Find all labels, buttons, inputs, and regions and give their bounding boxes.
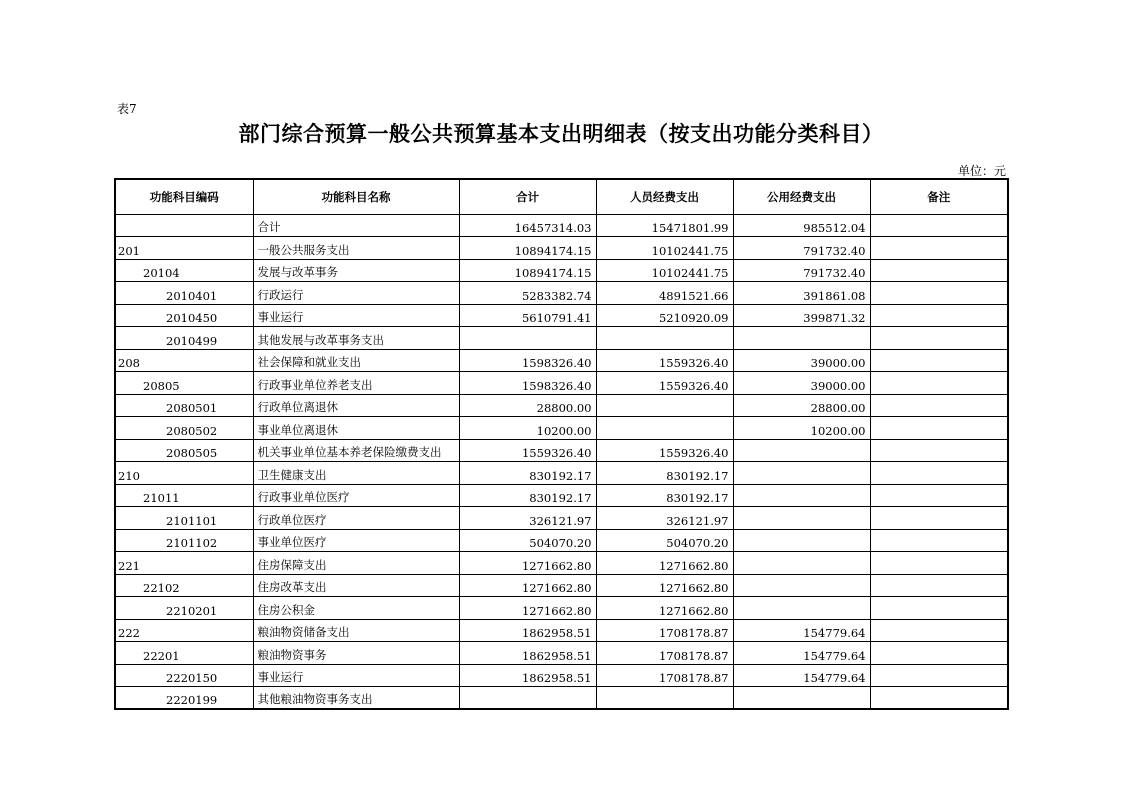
cell-name: 行政运行 <box>253 282 459 305</box>
cell-personnel <box>596 394 733 417</box>
cell-remark <box>870 327 1008 350</box>
table-row <box>115 417 1008 440</box>
table-row <box>115 259 1008 282</box>
cell-public: 28800.00 <box>733 394 870 417</box>
cell-public <box>733 597 870 620</box>
table-row <box>115 484 1008 507</box>
cell-public <box>733 327 870 350</box>
cell-remark <box>870 237 1008 260</box>
cell-public: 154779.64 <box>733 619 870 642</box>
cell-name: 其他粮油物资事务支出 <box>253 687 459 710</box>
cell-name: 住房保障支出 <box>253 552 459 575</box>
cell-personnel <box>596 687 733 710</box>
cell-remark <box>870 619 1008 642</box>
cell-remark <box>870 552 1008 575</box>
table-row <box>115 237 1008 260</box>
cell-personnel: 1559326.40 <box>596 349 733 372</box>
cell-code: 201 <box>115 237 253 260</box>
cell-code: 221 <box>115 552 253 575</box>
cell-name: 粮油物资储备支出 <box>253 619 459 642</box>
cell-total: 28800.00 <box>459 394 596 417</box>
cell-total: 10894174.15 <box>459 259 596 282</box>
cell-total: 10200.00 <box>459 417 596 440</box>
table-number: 表7 <box>117 102 137 116</box>
cell-name: 社会保障和就业支出 <box>253 349 459 372</box>
cell-code: 2101101 <box>115 507 253 530</box>
cell-total: 830192.17 <box>459 484 596 507</box>
cell-code: 21011 <box>115 484 253 507</box>
cell-personnel: 1271662.80 <box>596 574 733 597</box>
cell-name: 事业运行 <box>253 664 459 687</box>
cell-personnel: 326121.97 <box>596 507 733 530</box>
cell-public: 39000.00 <box>733 372 870 395</box>
table-row <box>115 349 1008 372</box>
cell-name: 事业单位离退休 <box>253 417 459 440</box>
cell-total: 5610791.41 <box>459 304 596 327</box>
header-name: 功能科目名称 <box>253 179 459 214</box>
cell-code: 2220199 <box>115 687 253 710</box>
table-header-row <box>115 179 1008 214</box>
cell-personnel: 1559326.40 <box>596 439 733 462</box>
cell-remark <box>870 507 1008 530</box>
cell-name: 住房公积金 <box>253 597 459 620</box>
cell-total: 830192.17 <box>459 462 596 485</box>
cell-total: 504070.20 <box>459 529 596 552</box>
cell-code: 222 <box>115 619 253 642</box>
table-row <box>115 687 1008 710</box>
cell-code: 2080505 <box>115 439 253 462</box>
table-row <box>115 214 1008 237</box>
cell-public: 391861.08 <box>733 282 870 305</box>
cell-public: 791732.40 <box>733 259 870 282</box>
cell-name: 行政事业单位医疗 <box>253 484 459 507</box>
table-row <box>115 462 1008 485</box>
cell-code: 20805 <box>115 372 253 395</box>
cell-code: 2010450 <box>115 304 253 327</box>
table-row <box>115 327 1008 350</box>
table-row <box>115 529 1008 552</box>
cell-total: 1862958.51 <box>459 664 596 687</box>
cell-name: 机关事业单位基本养老保险缴费支出 <box>253 439 459 462</box>
cell-code: 20104 <box>115 259 253 282</box>
cell-total: 1598326.40 <box>459 349 596 372</box>
cell-public <box>733 439 870 462</box>
cell-public: 399871.32 <box>733 304 870 327</box>
cell-personnel <box>596 417 733 440</box>
cell-remark <box>870 304 1008 327</box>
cell-code: 2080501 <box>115 394 253 417</box>
cell-public <box>733 687 870 710</box>
header-personnel: 人员经费支出 <box>596 179 733 214</box>
cell-remark <box>870 597 1008 620</box>
table-row <box>115 439 1008 462</box>
table-row <box>115 619 1008 642</box>
cell-personnel: 5210920.09 <box>596 304 733 327</box>
header-total: 合计 <box>459 179 596 214</box>
cell-code: 210 <box>115 462 253 485</box>
cell-total: 1271662.80 <box>459 552 596 575</box>
cell-personnel: 10102441.75 <box>596 237 733 260</box>
cell-remark <box>870 687 1008 710</box>
cell-name: 合计 <box>253 214 459 237</box>
cell-name: 行政单位医疗 <box>253 507 459 530</box>
table-row <box>115 394 1008 417</box>
header-code: 功能科目编码 <box>115 179 253 214</box>
cell-personnel: 1271662.80 <box>596 552 733 575</box>
cell-remark <box>870 259 1008 282</box>
cell-total: 1559326.40 <box>459 439 596 462</box>
cell-personnel: 4891521.66 <box>596 282 733 305</box>
cell-personnel: 1271662.80 <box>596 597 733 620</box>
cell-public <box>733 462 870 485</box>
cell-remark <box>870 462 1008 485</box>
cell-personnel: 830192.17 <box>596 484 733 507</box>
cell-remark <box>870 439 1008 462</box>
cell-remark <box>870 574 1008 597</box>
cell-remark <box>870 484 1008 507</box>
cell-personnel: 15471801.99 <box>596 214 733 237</box>
table-row <box>115 597 1008 620</box>
cell-code: 2101102 <box>115 529 253 552</box>
cell-public <box>733 529 870 552</box>
cell-remark <box>870 394 1008 417</box>
page-title: 部门综合预算一般公共预算基本支出明细表（按支出功能分类科目） <box>238 122 884 146</box>
cell-remark <box>870 417 1008 440</box>
cell-name: 卫生健康支出 <box>253 462 459 485</box>
cell-code: 2010401 <box>115 282 253 305</box>
cell-total: 10894174.15 <box>459 237 596 260</box>
cell-total: 1598326.40 <box>459 372 596 395</box>
table-row <box>115 664 1008 687</box>
cell-remark <box>870 372 1008 395</box>
cell-code: 22201 <box>115 642 253 665</box>
cell-personnel <box>596 327 733 350</box>
cell-total: 1271662.80 <box>459 574 596 597</box>
cell-remark <box>870 642 1008 665</box>
cell-remark <box>870 214 1008 237</box>
cell-total: 1862958.51 <box>459 619 596 642</box>
cell-total: 16457314.03 <box>459 214 596 237</box>
cell-code: 2010499 <box>115 327 253 350</box>
cell-name: 一般公共服务支出 <box>253 237 459 260</box>
cell-remark <box>870 349 1008 372</box>
table-row <box>115 372 1008 395</box>
table-row <box>115 304 1008 327</box>
unit-label: 单位：元 <box>957 164 1006 178</box>
cell-public: 10200.00 <box>733 417 870 440</box>
cell-personnel: 1708178.87 <box>596 642 733 665</box>
cell-personnel: 10102441.75 <box>596 259 733 282</box>
header-remark: 备注 <box>870 179 1008 214</box>
table-row <box>115 574 1008 597</box>
table-row <box>115 552 1008 575</box>
cell-total: 326121.97 <box>459 507 596 530</box>
cell-public: 791732.40 <box>733 237 870 260</box>
cell-code: 2210201 <box>115 597 253 620</box>
cell-public: 39000.00 <box>733 349 870 372</box>
table-row <box>115 507 1008 530</box>
cell-name: 行政事业单位养老支出 <box>253 372 459 395</box>
cell-remark <box>870 664 1008 687</box>
cell-public <box>733 507 870 530</box>
cell-personnel: 1559326.40 <box>596 372 733 395</box>
table-row <box>115 642 1008 665</box>
cell-total: 1862958.51 <box>459 642 596 665</box>
cell-total <box>459 687 596 710</box>
cell-personnel: 504070.20 <box>596 529 733 552</box>
cell-total: 1271662.80 <box>459 597 596 620</box>
cell-public <box>733 574 870 597</box>
budget-table <box>114 178 1009 710</box>
cell-code: 22102 <box>115 574 253 597</box>
cell-name: 事业单位医疗 <box>253 529 459 552</box>
cell-public <box>733 552 870 575</box>
cell-name: 粮油物资事务 <box>253 642 459 665</box>
cell-name: 事业运行 <box>253 304 459 327</box>
cell-personnel: 1708178.87 <box>596 619 733 642</box>
cell-code: 2080502 <box>115 417 253 440</box>
cell-name: 其他发展与改革事务支出 <box>253 327 459 350</box>
cell-personnel: 1708178.87 <box>596 664 733 687</box>
cell-public: 154779.64 <box>733 642 870 665</box>
table-row <box>115 282 1008 305</box>
cell-code <box>115 214 253 237</box>
cell-total: 5283382.74 <box>459 282 596 305</box>
cell-remark <box>870 529 1008 552</box>
cell-remark <box>870 282 1008 305</box>
header-public: 公用经费支出 <box>733 179 870 214</box>
cell-name: 住房改革支出 <box>253 574 459 597</box>
cell-public <box>733 484 870 507</box>
cell-public: 154779.64 <box>733 664 870 687</box>
cell-personnel: 830192.17 <box>596 462 733 485</box>
cell-public: 985512.04 <box>733 214 870 237</box>
cell-name: 行政单位离退休 <box>253 394 459 417</box>
cell-total <box>459 327 596 350</box>
cell-code: 208 <box>115 349 253 372</box>
cell-name: 发展与改革事务 <box>253 259 459 282</box>
cell-code: 2220150 <box>115 664 253 687</box>
